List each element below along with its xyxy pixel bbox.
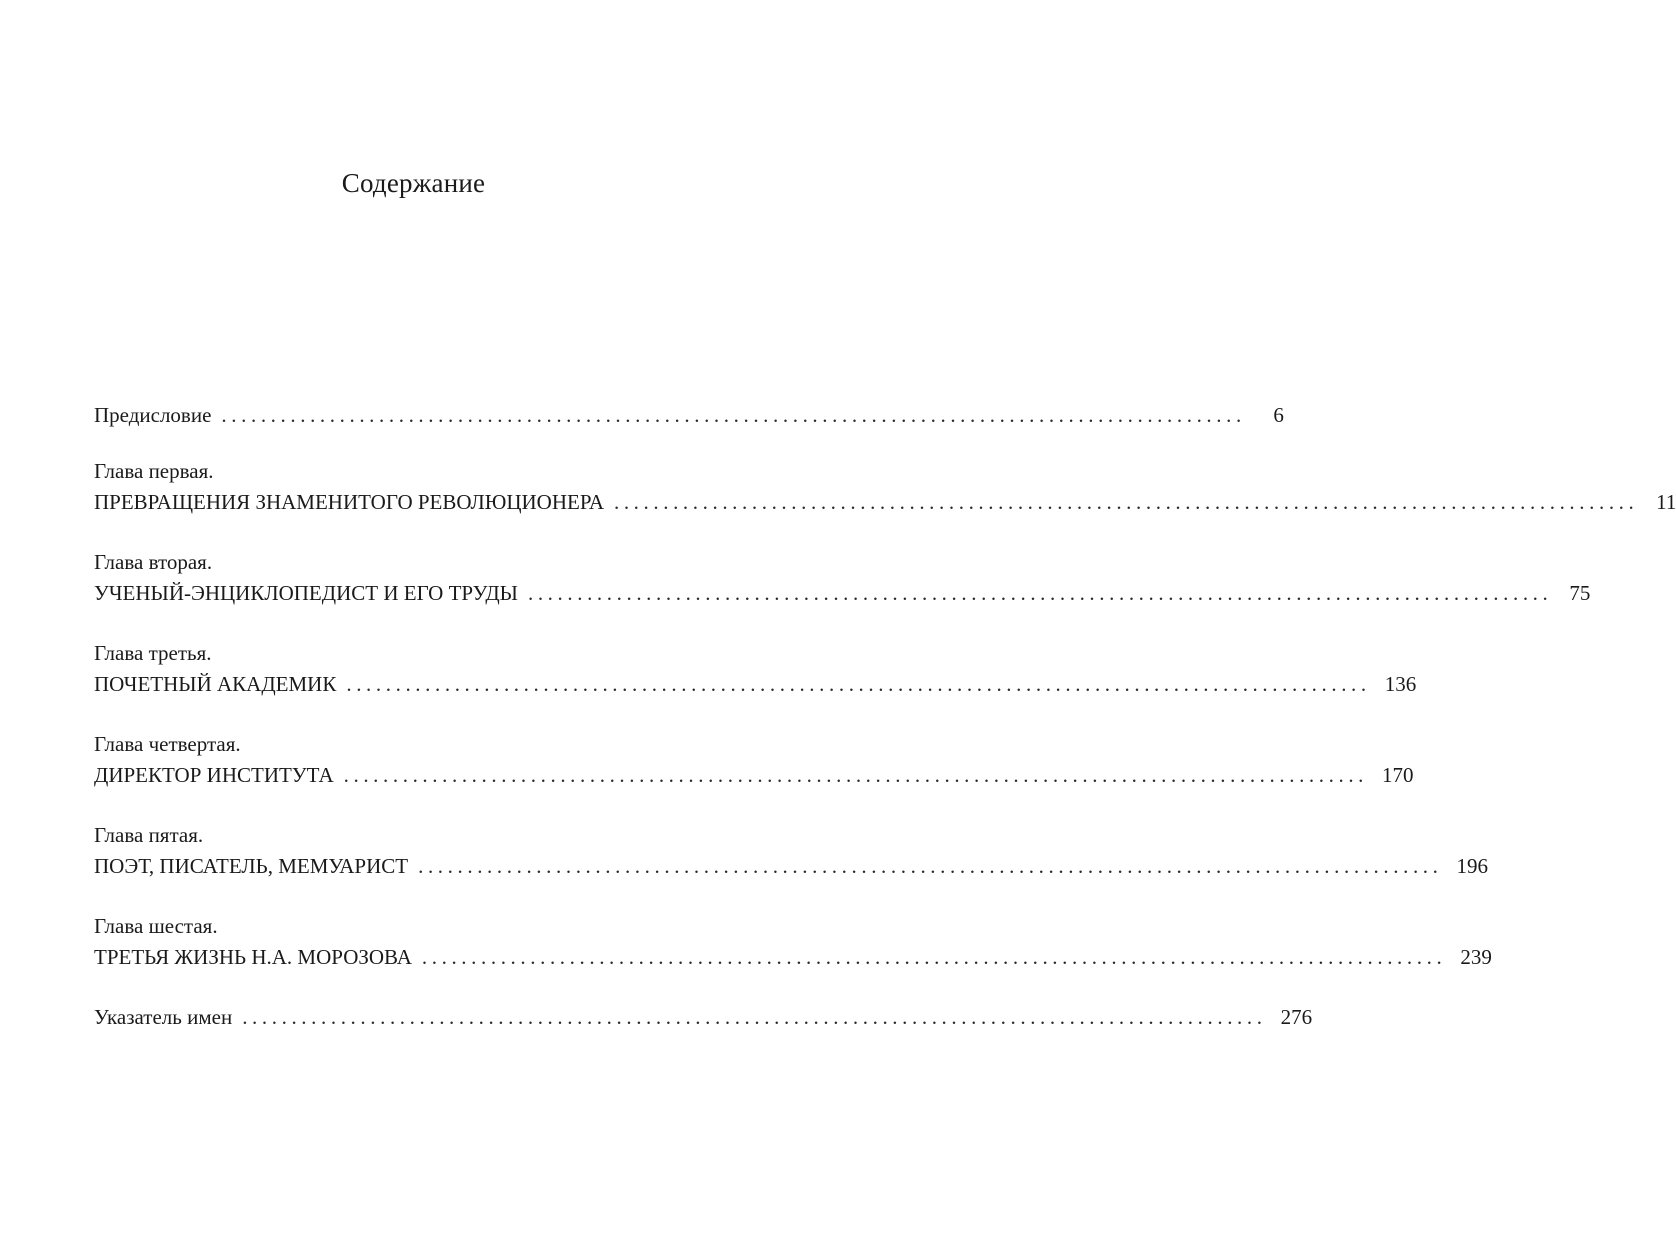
toc-chapter-label: Глава пятая.: [94, 823, 204, 847]
dot-leader: ........................................................................................................: [346, 672, 1371, 696]
toc-heading: Предисловие: [94, 403, 212, 427]
dot-leader: ........................................................................................................: [242, 1005, 1267, 1029]
toc-heading: ДИРЕКТОР ИНСТИТУТА: [94, 763, 334, 787]
toc-chapter-label: Глава первая.: [94, 459, 214, 483]
toc-entry-chapter-1: [94, 456, 1676, 521]
toc-page-number: 11: [1656, 490, 1676, 514]
dot-leader: ........................................................................................................: [527, 581, 1553, 605]
toc-entry-chapter-2: [94, 547, 1591, 612]
toc-chapter-label: Глава шестая.: [94, 914, 218, 938]
dot-leader: ........................................................................................................: [343, 763, 1369, 787]
toc-chapter-label: Глава третья.: [94, 641, 212, 665]
toc-page-number: 75: [1569, 581, 1591, 605]
toc-line: [94, 578, 1591, 612]
toc-entry-chapter-6: [94, 911, 1492, 976]
toc-line: [94, 1002, 1313, 1036]
toc-line: [94, 400, 1284, 434]
toc-line: [94, 851, 1488, 885]
toc-heading: ПОЭТ, ПИСАТЕЛЬ, МЕМУАРИСТ: [94, 854, 409, 878]
page-title: Содержание: [341, 168, 486, 198]
toc-line: [94, 487, 1676, 521]
toc-line: [94, 669, 1417, 703]
toc-line: [94, 760, 1414, 794]
dot-leader: ........................................................................................................: [421, 945, 1447, 969]
toc-entry-chapter-4: [94, 729, 1414, 794]
toc-entry-index: [94, 1002, 1313, 1036]
toc-entry-chapter-3: [94, 638, 1417, 703]
toc-page-number: 276: [1280, 1005, 1313, 1029]
toc-page-number: 6: [1273, 403, 1284, 427]
table-of-contents: [94, 400, 1676, 1058]
toc-heading: ПОЧЕТНЫЙ АКАДЕМИК: [94, 672, 337, 696]
toc-page-number: 170: [1382, 763, 1414, 787]
toc-heading: ТРЕТЬЯ ЖИЗНЬ Н.А. МОРОЗОВА: [94, 945, 412, 969]
dot-leader: ........................................................................................................: [418, 854, 1443, 878]
toc-heading: Указатель имен: [94, 1005, 233, 1029]
toc-page-number: 239: [1460, 945, 1492, 969]
toc-entry-preface: [94, 400, 1284, 434]
toc-line: [94, 942, 1492, 976]
toc-chapter-label: Глава четвертая.: [94, 732, 241, 756]
toc-entry-chapter-5: [94, 820, 1488, 885]
toc-page-number: 136: [1384, 672, 1417, 696]
toc-heading: УЧЕНЫЙ-ЭНЦИКЛОПЕДИСТ И ЕГО ТРУДЫ: [94, 581, 518, 605]
toc-heading: ПРЕВРАЩЕНИЯ ЗНАМЕНИТОГО РЕВОЛЮЦИОНЕРА: [94, 490, 604, 514]
dot-leader: ........................................................................................................: [221, 403, 1246, 427]
toc-chapter-label: Глава вторая.: [94, 550, 213, 574]
toc-page-number: 196: [1456, 854, 1488, 878]
dot-leader: ........................................................................................................: [613, 490, 1639, 514]
